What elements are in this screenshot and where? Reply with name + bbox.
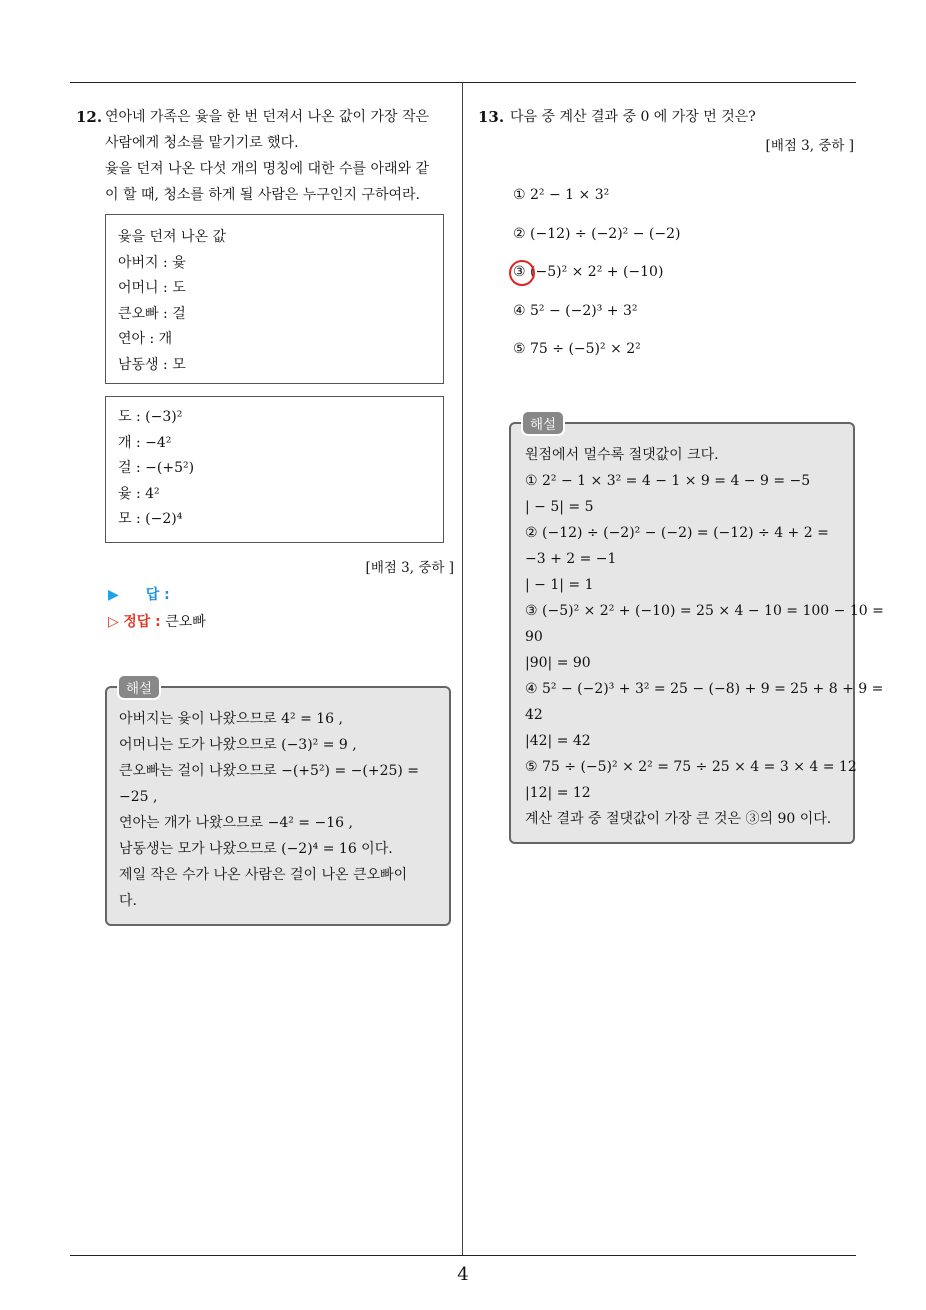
correct-triangle-icon: ▷: [108, 614, 119, 630]
exp-line: −25 ,: [119, 789, 158, 805]
box-line: 큰오빠 : 걸: [118, 305, 186, 322]
choice-5[interactable]: ⑤ 75 ÷ (−5)² × 2²: [513, 341, 641, 357]
q13-score-meta: [배점 3, 중하 ]: [765, 138, 854, 154]
box-line: 걸 : −(+5²): [118, 460, 195, 476]
exp-line: 아버지는 윷이 나왔으므로 4² = 16 ,: [119, 711, 343, 727]
exp-line: |42| = 42: [525, 733, 591, 749]
q12-line: 윷을 던져 나온 다섯 개의 명칭에 대한 수를 아래와 같: [105, 161, 430, 177]
box-line: 남동생 : 모: [118, 356, 186, 373]
choice-2[interactable]: ② (−12) ÷ (−2)² − (−2): [513, 225, 681, 242]
q13-explanation-tag: 해설: [521, 410, 565, 436]
box-line: 연아 : 개: [118, 331, 173, 347]
exp-line: 계산 결과 중 절댓값이 가장 큰 것은 ③의 90 이다.: [525, 811, 832, 827]
choice-3[interactable]: ③ (−5)² × 2² + (−10): [513, 264, 664, 280]
box-line: 모 : (−2)⁴: [118, 511, 183, 527]
exp-line: ⑤ 75 ÷ (−5)² × 2² = 75 ÷ 25 × 4 = 3 × 4 = 12: [525, 759, 857, 775]
exp-line: | − 1| = 1: [525, 577, 594, 593]
exp-line: ② (−12) ÷ (−2)² − (−2) = (−12) ÷ 4 + 2 =: [525, 525, 829, 541]
q12-family-box: [105, 214, 444, 384]
box-line: 윷을 던져 나온 값: [118, 229, 227, 245]
exp-line: 원점에서 멀수록 절댓값이 크다.: [525, 447, 719, 463]
selected-choice-circle: [509, 260, 535, 286]
q12-number: 12.: [76, 108, 103, 126]
q12-text: [105, 104, 460, 208]
exp-line: 42: [525, 707, 543, 723]
q12-line: 사람에게 청소를 맡기기로 했다.: [105, 135, 299, 151]
exp-line: 어머니는 도가 나왔으므로 (−3)² = 9 ,: [119, 737, 357, 753]
exp-line: ④ 5² − (−2)³ + 3² = 25 − (−8) + 9 = 25 + 8 + 9 =: [525, 681, 884, 697]
q12-explanation-tag: 해설: [117, 674, 161, 700]
q13-choices: [513, 183, 680, 376]
exp-line: 큰오빠는 걸이 나왔으므로 −(+5²) = −(+25) =: [119, 763, 420, 779]
q13-explanation-box: [509, 422, 884, 844]
q12-line: 이 할 때, 청소를 하게 될 사람은 누구인지 구하여라.: [105, 187, 420, 203]
page-number: 4: [457, 1264, 469, 1285]
exp-line: −3 + 2 = −1: [525, 551, 617, 567]
exp-line: ① 2² − 1 × 3² = 4 − 1 × 9 = 4 − 9 = −5: [525, 473, 811, 489]
exp-line: 90: [525, 629, 543, 645]
q13-text: 다음 중 계산 결과 중 0 에 가장 먼 것은?: [510, 109, 756, 125]
box-line: 윷 : 4²: [118, 485, 160, 502]
top-rule: [70, 82, 856, 83]
box-line: 어머니 : 도: [118, 280, 186, 296]
q12-answer-row: [108, 584, 170, 604]
q12-line: 연아네 가족은 윷을 한 번 던져서 나온 값이 가장 작은: [105, 109, 430, 125]
answer-triangle-icon: ▶: [108, 587, 119, 603]
exp-line: 연아는 개가 나왔으므로 −4² = −16 ,: [119, 815, 353, 831]
box-line: 도 : (−3)²: [118, 409, 183, 425]
box-line: 아버지 : 윷: [118, 254, 186, 271]
exp-line: 제일 작은 수가 나온 사람은 걸이 나온 큰오빠이: [119, 867, 408, 883]
exp-line: 남동생는 모가 나왔으므로 (−2)⁴ = 16 이다.: [119, 841, 393, 857]
q12-score-meta: [배점 3, 중하 ]: [365, 560, 454, 576]
exp-line: |12| = 12: [525, 785, 591, 801]
q12-values-box: [105, 396, 444, 543]
exp-line: |90| = 90: [525, 655, 591, 671]
box-line: 개 : −4²: [118, 434, 172, 451]
exp-line: 다.: [119, 893, 137, 909]
correct-label: 정답 :: [123, 614, 161, 630]
choice-1[interactable]: ① 2² − 1 × 3²: [513, 187, 610, 203]
exp-line: | − 5| = 5: [525, 499, 594, 515]
choice-4[interactable]: ④ 5² − (−2)³ + 3²: [513, 302, 638, 319]
q12-explanation-box: [105, 686, 451, 926]
bottom-rule: [70, 1255, 856, 1256]
answer-label: 답 :: [145, 587, 170, 603]
column-divider: [462, 83, 463, 1255]
q13-number: 13.: [478, 108, 505, 126]
correct-value: 큰오빠: [165, 614, 206, 630]
q12-correct-row: [108, 611, 206, 631]
exp-line: ③ (−5)² × 2² + (−10) = 25 × 4 − 10 = 100 − 10 =: [525, 603, 884, 619]
